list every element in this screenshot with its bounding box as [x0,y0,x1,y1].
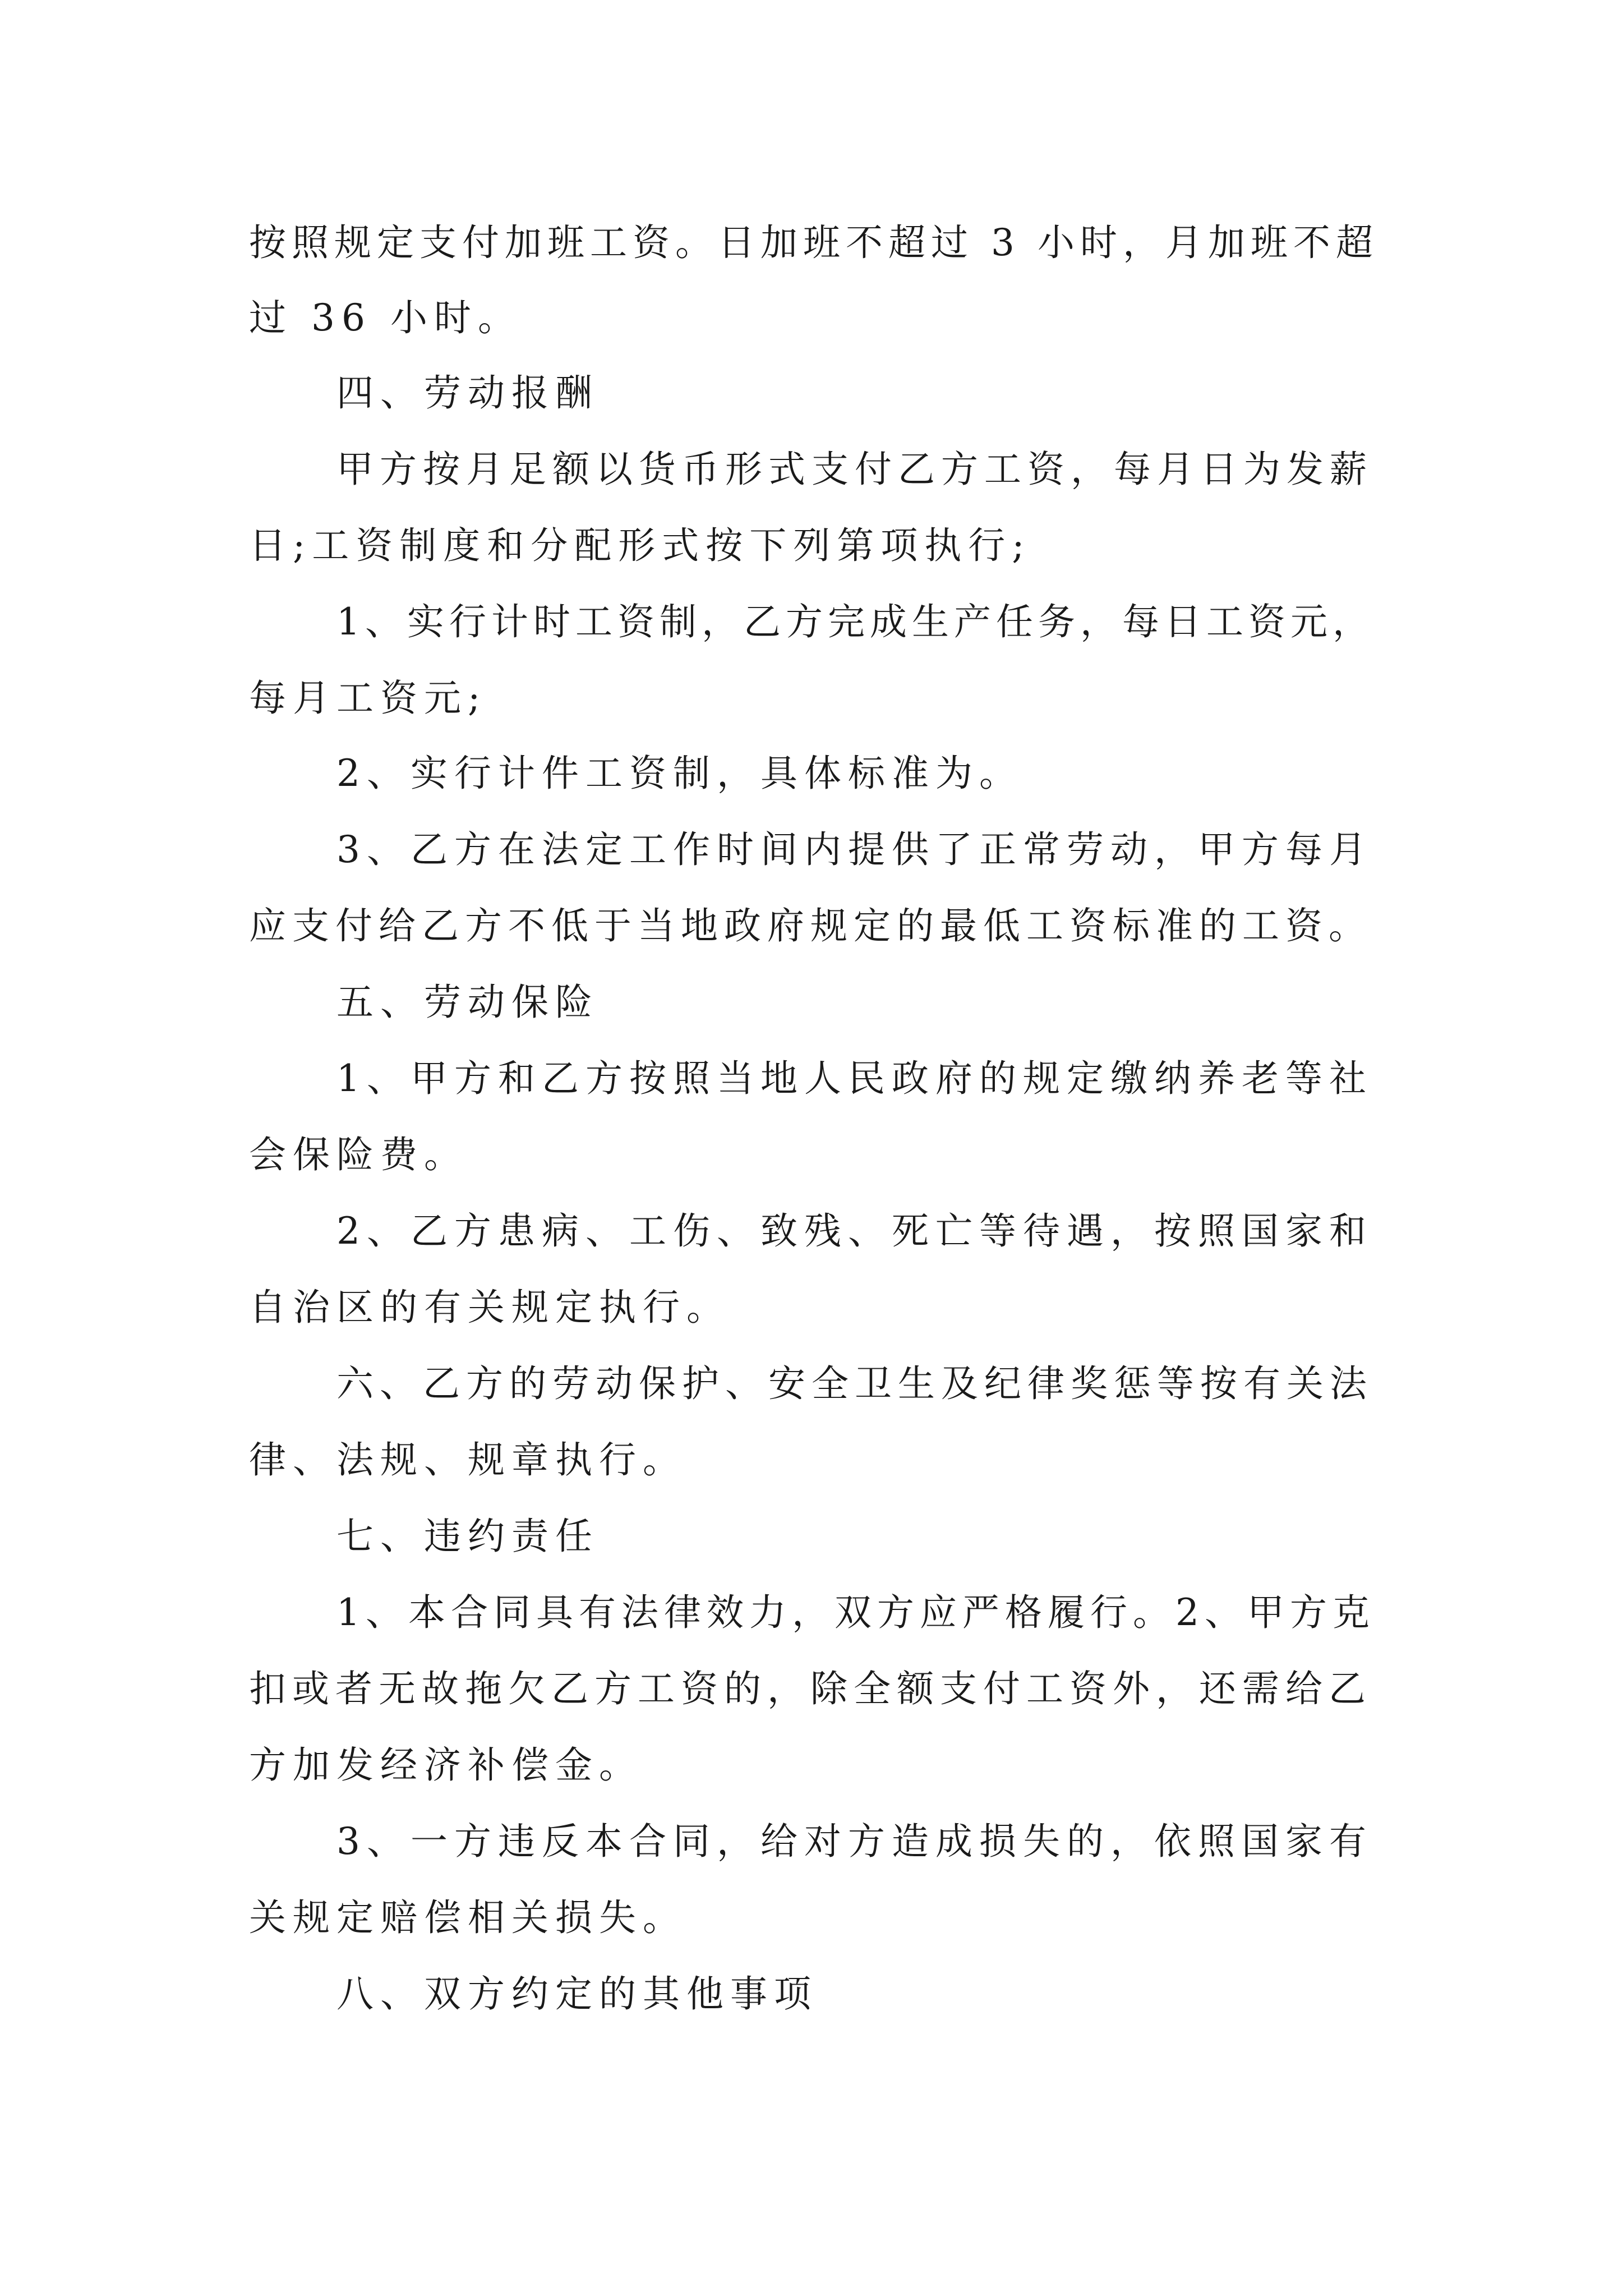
text-line: 扣或者无故拖欠乙方工资的，除全额支付工资外，还需给乙 [249,1667,1372,1710]
text-line: 3、一方违反本合同，给对方造成损失的，依照国家有 [336,1820,1373,1863]
text-line: 1、本合同具有法律效力，双方应严格履行。2、甲方克 [336,1591,1375,1634]
section-heading: 六、乙方的劳动保护、安全卫生及纪律奖惩等按有关法 [336,1362,1373,1405]
text-line: 2、乙方患病、工伤、致残、死亡等待遇，按照国家和 [336,1209,1373,1253]
text-line: 律、法规、规章执行。 [249,1438,686,1481]
section-heading: 七、违约责任 [336,1515,599,1558]
text-line: 方加发经济补偿金。 [249,1743,643,1787]
text-line: 自治区的有关规定执行。 [249,1286,730,1329]
section-heading: 五、劳动保险 [336,981,599,1024]
text-line: 关规定赔偿相关损失。 [249,1896,686,1939]
text-line: 会保险费。 [249,1133,468,1176]
text-line: 应支付给乙方不低于当地政府规定的最低工资标准的工资。 [249,904,1372,947]
text-line: 3、乙方在法定工作时间内提供了正常劳动，甲方每月 [336,828,1373,871]
text-line: 甲方按月足额以货币形式支付乙方工资，每月日为发薪 [336,448,1373,491]
text-line: 1、实行计时工资制，乙方完成生产任务，每日工资元， [336,600,1375,643]
text-line: 每月工资元; [249,677,487,720]
text-line: 1、甲方和乙方按照当地人民政府的规定缴纳养老等社 [336,1057,1373,1100]
section-heading: 八、双方约定的其他事项 [336,1972,818,2016]
section-heading: 四、劳动报酬 [336,371,599,415]
text-line: 按照规定支付加班工资。日加班不超过 3 小时，月加班不超 [249,221,1378,264]
text-line: 过 36 小时。 [249,296,522,339]
text-line: 日;工资制度和分配形式按下列第项执行; [249,524,1031,567]
text-line: 2、实行计件工资制，具体标准为。 [336,752,1023,795]
